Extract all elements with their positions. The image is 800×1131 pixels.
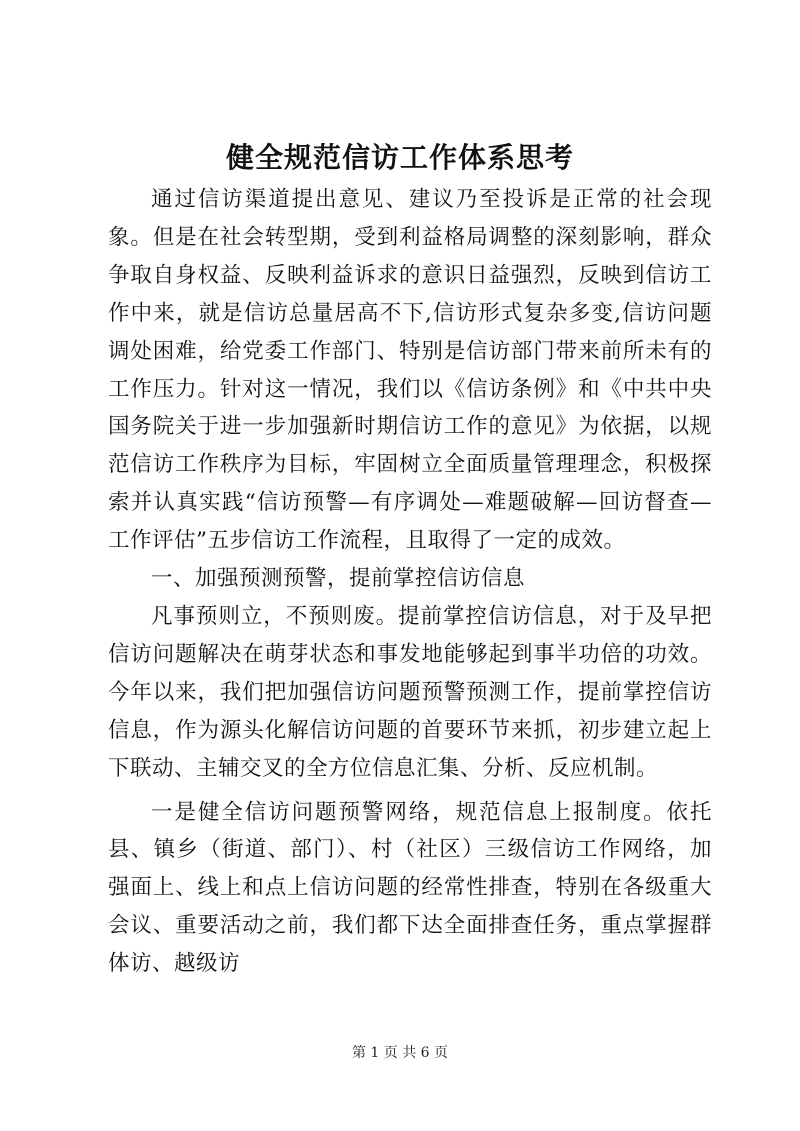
paragraph-point-1: 一是健全信访问题预警网络，规范信息上报制度。依托县、镇乡（街道、部门）、村（社区）三级信访工作网络，加强面上、线上和点上信访问题的经常性排查，特别在各级重大会议、重要活动之前，我们都下达全面排查任务，重点掌握群体访、越级访 (108, 799, 712, 977)
section-heading-1: 一、加强预测预警，提前掌控信访信息 (151, 566, 526, 592)
document-title: 健全规范信访工作体系思考 (225, 141, 574, 174)
paragraph-intro: 通过信访渠道提出意见、建议乃至投诉是正常的社会现象。但是在社会转型期，受到利益格局调整的深刻影响，群众争取自身权益、反映利益诉求的意识日益强烈，反映到信访工作中来，就是信访总量居高不下,信访形式复杂多变,信访问题调处困难，给党委工作部门、特别是信访部门带来前所未有的工作压力。针对这一情况，我们以《信访条例》和《中共中央国务院关于进一步加强新时期信访工作的意见》为依据，以规范信访工作秩序为目标，牢固树立全面质量管理理念，积极探索并认真实践“信访预警—有序调处—难题破解—回访督查—工作评估”五步信访工作流程，且取得了一定的成效。 (108, 187, 712, 554)
document-body (108, 181, 712, 983)
paragraph-section-1: 凡事预则立，不预则废。提前掌控信访信息，对于及早把信访问题解决在萌芽状态和事发地能够起到事半功倍的功效。今年以来，我们把加强信访问题预警预测工作，提前掌控信访信息，作为源头化解信访问题的首要环节来抓，初步建立起上下联动、主辅交叉的全方位信息汇集、分析、反应机制。 (108, 603, 712, 781)
page-footer: 第 1 页 共 6 页 (351, 1045, 449, 1061)
